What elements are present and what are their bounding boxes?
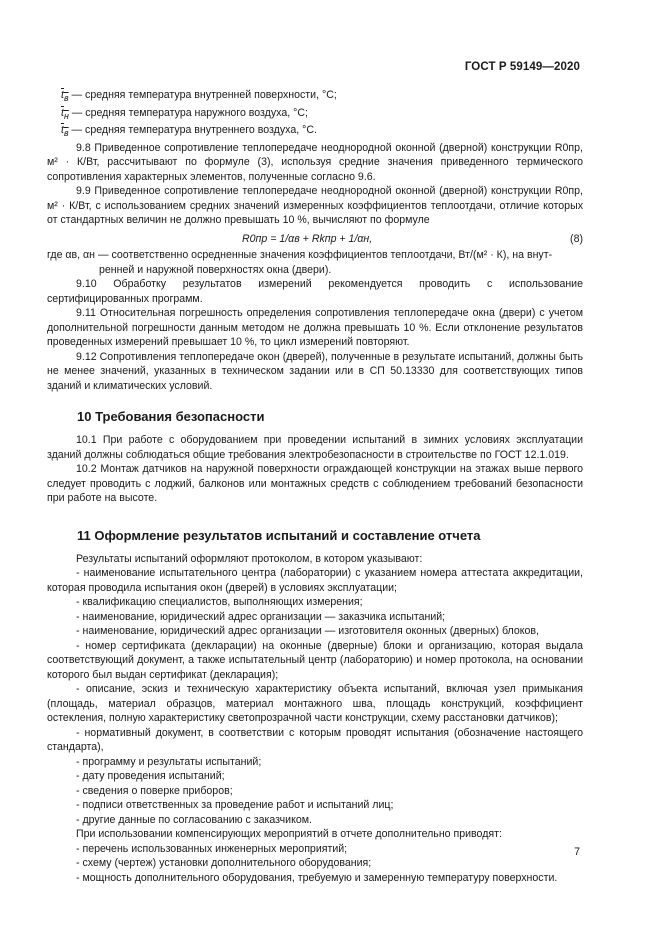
- paragraph-10-2: 10.2 Монтаж датчиков на наружной поверхности ограждающей конструкции на этажах выше первого следует проводить с лоджий, балконов или монтажных средств с соблюдением требований безопасности при работе на высоте.: [47, 463, 583, 505]
- paragraph-10-1: 10.1 При работе с оборудованием при проведении испытаний в зимних условиях эксплуатации зданий должны соблюдаться общие требования электробезопасности в строительстве по ГОСТ 12.1.019.: [47, 434, 583, 461]
- section-10-heading: 10 Требования безопасности: [77, 409, 265, 425]
- protocol-items-list: [47, 566, 583, 827]
- list-item: - наименование, юридический адрес организации — изготовителя оконных (дверных) блоков,: [76, 625, 539, 638]
- definition-tn-outdoor: $t_н$ — средняя температура наружного воздуха, °С;: [61, 106, 308, 121]
- page-content: [47, 88, 583, 885]
- list-item: - мощность дополнительного оборудования, требуемую и замеренную температуру поверхности.: [76, 871, 558, 884]
- compensating-items-list: [47, 842, 583, 886]
- list-item: - номер сертификата (декларации) на оконные (дверные) блоки и организацию, которая выдала соответствующий документ, а также испытательный центр (лабораторию) и номер протокола, на основании которого был выдан сертификат (декларация);: [47, 639, 583, 681]
- list-item: - программу и результаты испытаний;: [76, 755, 262, 768]
- list-item: - квалификацию специалистов, выполняющих измерения;: [76, 596, 363, 609]
- paragraph-9-9: 9.9 Приведенное сопротивление теплопередаче неоднородной оконной (дверной) конструкции R0пр, м² · К/Вт, с использованием средних значений измеренных коэффициентов теплоотдачи, отличие которых от стандартных величин не должно превышать 10 %, вычисляют по формуле: [47, 185, 583, 227]
- formula-where-line2: ренней и наружной поверхностях окна (двери).: [99, 263, 332, 276]
- list-item: - подписи ответственных за проведение работ и испытаний лиц;: [76, 799, 394, 812]
- list-item: - сведения о поверке приборов;: [76, 784, 233, 797]
- list-item: - описание, эскиз и техническую характеристику объекта испытаний, включая узел примыкания (площадь, материал образцов, материал монтажного шва, площадь конструкций, коэффициент остекления, полную характеристику светопрозрачной части конструкции, схему расстановки датчиков);: [47, 683, 583, 725]
- definition-tv-indoor: $t_в$ — средняя температура внутреннего воздуха, °С.: [61, 124, 317, 139]
- formula-number: (8): [570, 232, 583, 245]
- definition-tv-surface: $t_в$ — средняя температура внутренней поверхности, °С;: [61, 89, 337, 104]
- paragraph-9-10: 9.10 Обработку результатов измерений рекомендуется проводить с использование сертифицированных программ.: [47, 278, 583, 305]
- section-11-heading: 11 Оформление результатов испытаний и составление отчета: [77, 527, 481, 543]
- standard-code: ГОСТ Р 59149—2020: [464, 61, 580, 73]
- formula-where-line1: где αв, αн — соответственно осредненные значения коэффициентов теплоотдачи, Вт/(м² · К), на внут-: [47, 249, 553, 262]
- formula-8: [47, 232, 583, 247]
- list-item: - схему (чертеж) установки дополнительного оборудования;: [76, 857, 372, 870]
- list-item: - дату проведения испытаний;: [76, 770, 225, 783]
- formula-expression: R0пр = 1/αв + Rkпр + 1/αн,: [242, 232, 373, 245]
- list-item: - наименование, юридический адрес организации — заказчика испытаний;: [76, 610, 446, 623]
- list-item: - наименование испытательного центра (лаборатории) с указанием номера аттестата аккредитации, которая проводила испытания окон (дверей) в условиях эксплуатации;: [47, 567, 583, 594]
- list-item: - другие данные по согласованию с заказчиком.: [76, 813, 312, 826]
- paragraph-9-12: 9.12 Сопротивления теплопередаче окон (дверей), полученные в результате испытаний, должны быть не менее значений, указанных в техническом задании или в СП 50.13330 для соответствующих типов зданий и климатических условий.: [47, 350, 583, 392]
- list-item: - перечень использованных инженерных мероприятий;: [76, 842, 348, 855]
- symbol: $t_н$: [61, 106, 69, 121]
- paragraph-9-8: 9.8 Приведенное сопротивление теплопередаче неоднородной оконной (дверной) конструкции R0пр, м² · К/Вт, рассчитывают по формуле (3), используя средние значения приведенного термического сопротивления характерных элементов, полученные согласно 9.6.: [47, 141, 583, 183]
- symbol: $t_в$: [61, 89, 69, 104]
- compensating-intro: При использовании компенсирующих мероприятий в отчете дополнительно приводят:: [76, 828, 502, 841]
- symbol: $t_в$: [61, 124, 69, 139]
- section-11-intro: Результаты испытаний оформляют протоколом, в котором указывают:: [76, 552, 423, 565]
- page-number: 7: [574, 846, 580, 858]
- paragraph-9-11: 9.11 Относительная погрешность определения сопротивления теплопередаче окна (двери) с учетом дополнительной погрешности данным методом не должна превышать 10 %. Если отклонение результатов проведенных измерений превышает 10 %, то цикл измерений повторяют.: [47, 307, 583, 349]
- list-item: - нормативный документ, в соответствии с которым проводят испытания (обозначение настоящего стандарта),: [47, 726, 583, 754]
